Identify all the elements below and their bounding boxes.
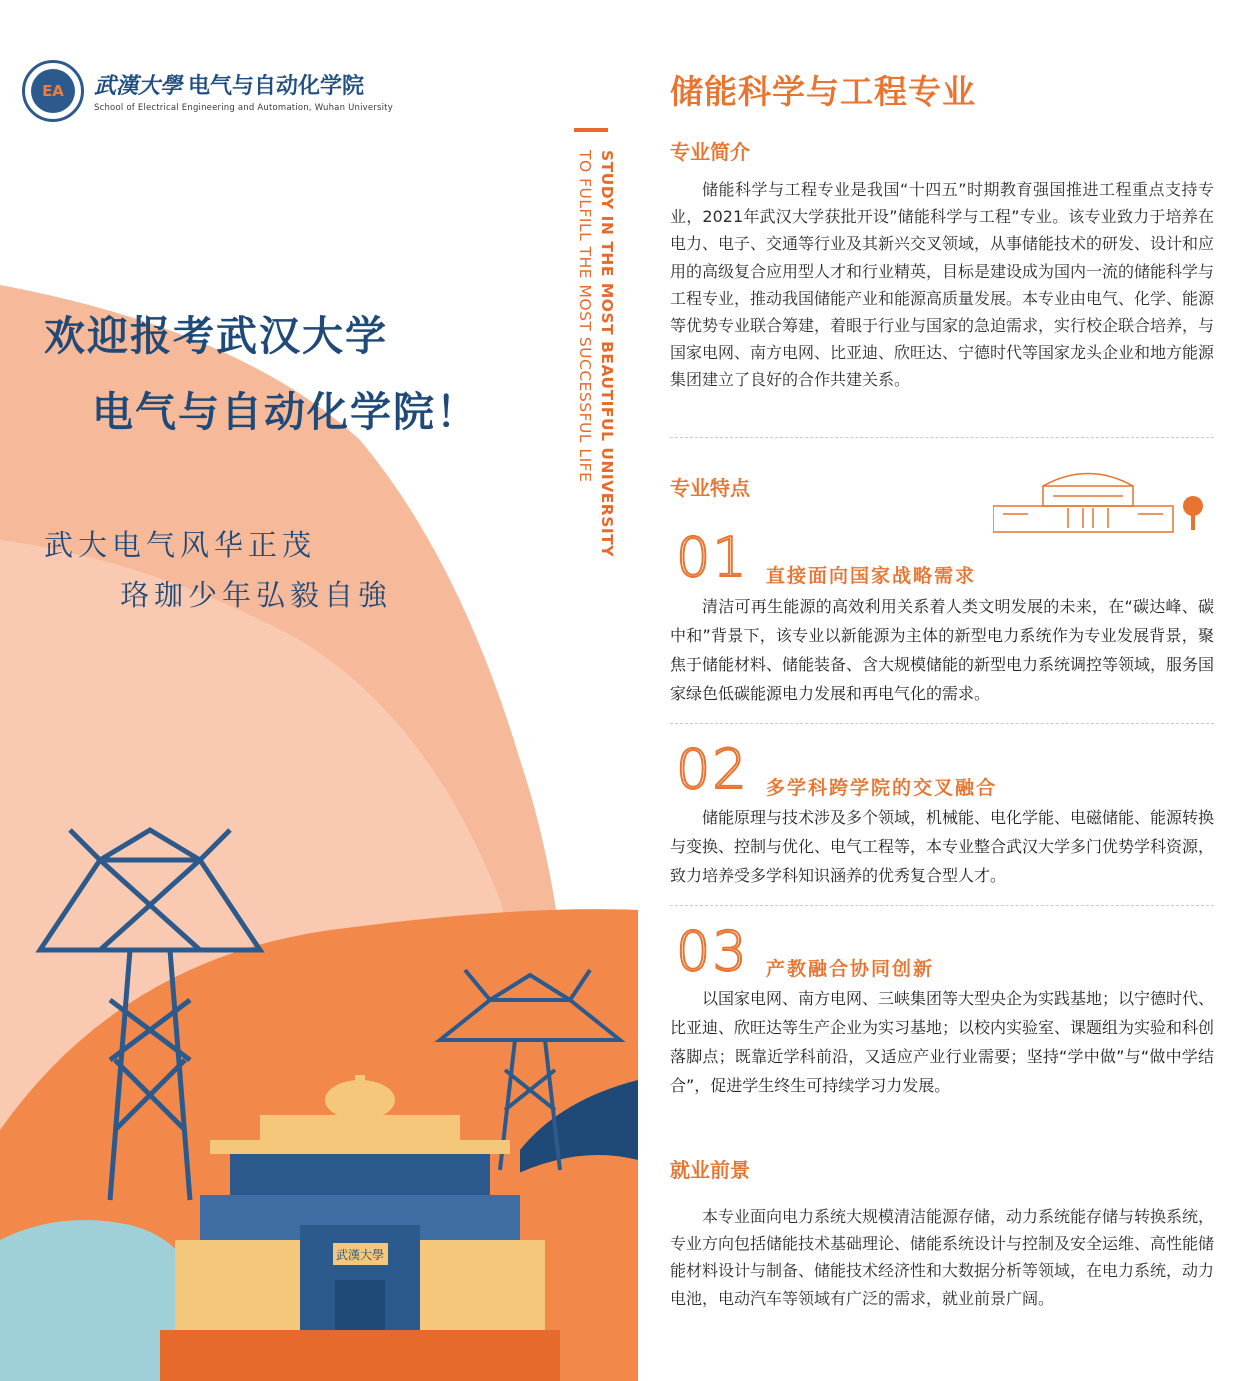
feature-number-03: 03: [676, 920, 749, 983]
feature-title-03: 产教融合协同创新: [766, 958, 935, 980]
university-calligraphy: 武漢大學: [94, 73, 183, 99]
emblem-mark: EA: [42, 82, 64, 100]
vertical-motto: [574, 150, 618, 557]
feature-text-02: 储能原理与技术涉及多个领域，机械能、电化学能、电磁储能、能源转换与变换、控制与优化、电气工程等，本专业整合武汉大学多门优势学科资源，致力培养受多学科知识涵养的优秀复合型人才。: [670, 808, 1215, 885]
school-logo: [22, 60, 393, 122]
slogan: [44, 520, 392, 620]
welcome-line2: 电气与自动化学院！: [92, 388, 479, 436]
slogan-line1: 武大电气风华正茂: [44, 528, 317, 562]
section-divider: [670, 723, 1214, 724]
welcome-line1: 欢迎报考武汉大学: [44, 312, 388, 360]
career-text: 本专业面向电力系统大规模清洁能源存储，动力系统能存储与转换系统，专业方向包括储能技术基础理论、储能系统设计与控制及安全运维、高性能储能材料设计与制备、储能技术经济性和大数据分析等领域，在电力系统，动力电池，电动汽车等领域有广泛的需求，就业前景广阔。: [670, 1207, 1215, 1308]
feature-title-02: 多学科跨学院的交叉融合: [766, 777, 998, 799]
feature-title-01: 直接面向国家战略需求: [766, 565, 977, 587]
building-line-art-icon: [993, 466, 1213, 536]
vertical-accent-bar: [574, 128, 608, 132]
school-emblem-icon: [22, 60, 84, 122]
poster-right-panel: [638, 0, 1247, 1381]
school-name: 电气与自动化学院: [188, 74, 365, 99]
section-divider: [670, 905, 1214, 906]
feature-number-02: 02: [676, 738, 749, 801]
career-heading: 就业前景: [670, 1158, 750, 1182]
major-title: 储能科学与工程专业: [670, 72, 976, 111]
feature-number-01: 01: [676, 526, 749, 589]
vertical-motto-line1: STUDY IN THE MOST BEAUTIFUL UNIVERSITY: [598, 150, 616, 557]
feature-text-01: 清洁可再生能源的高效利用关系着人类文明发展的未来，在“碳达峰、碳中和”背景下，该专业以新能源为主体的新型电力系统作为专业发展背景，聚焦于储能材料、储能装备、含大规模储能的新型电力系统调控等领域，服务国家绿色低碳能源电力发展和再电气化的需求。: [670, 597, 1215, 703]
intro-heading: 专业简介: [670, 140, 750, 164]
intro-text: 储能科学与工程专业是我国“十四五”时期教育强国推进工程重点支持专业，2021年武汉大学获批开设”储能科学与工程”专业。该专业致力于培养在电力、电子、交通等行业及其新兴交叉领域，从事储能技术的研发、设计和应用的高级复合应用型人才和行业精英，目标是建设成为国内一流的储能科学与工程专业，推动我国储能产业和能源高质量发展。本专业由电气、化学、能源等优势专业联合筹建，着眼于行业与国家的急迫需求，实行校企联合培养，与国家电网、南方电网、比亚迪、欣旺达、宁德时代等国家龙头企业和地方能源集团建立了良好的合作共建关系。: [670, 180, 1215, 390]
section-divider: [670, 437, 1214, 438]
gate-sign-text: 武漢大學: [335, 1248, 385, 1262]
slogan-line2: 珞珈少年弘毅自強: [120, 578, 393, 612]
features-heading: 专业特点: [670, 476, 750, 500]
vertical-motto-line2: TO FULFILL THE MOST SUCCESSFUL LIFE: [576, 150, 594, 483]
welcome-heading: [44, 298, 479, 450]
school-english-name: School of Electrical Engineering and Automation, Wuhan University: [94, 103, 393, 113]
feature-text-03: 以国家电网、南方电网、三峡集团等大型央企为实践基地；以宁德时代、比亚迪、欣旺达等生产企业为实习基地；以校内实验室、课题组为实验和科创落脚点；既靠近学科前沿，又适应产业行业需要；坚持“学中做”与“做中学结合”，促进学生终生可持续学习力发展。: [670, 989, 1215, 1095]
